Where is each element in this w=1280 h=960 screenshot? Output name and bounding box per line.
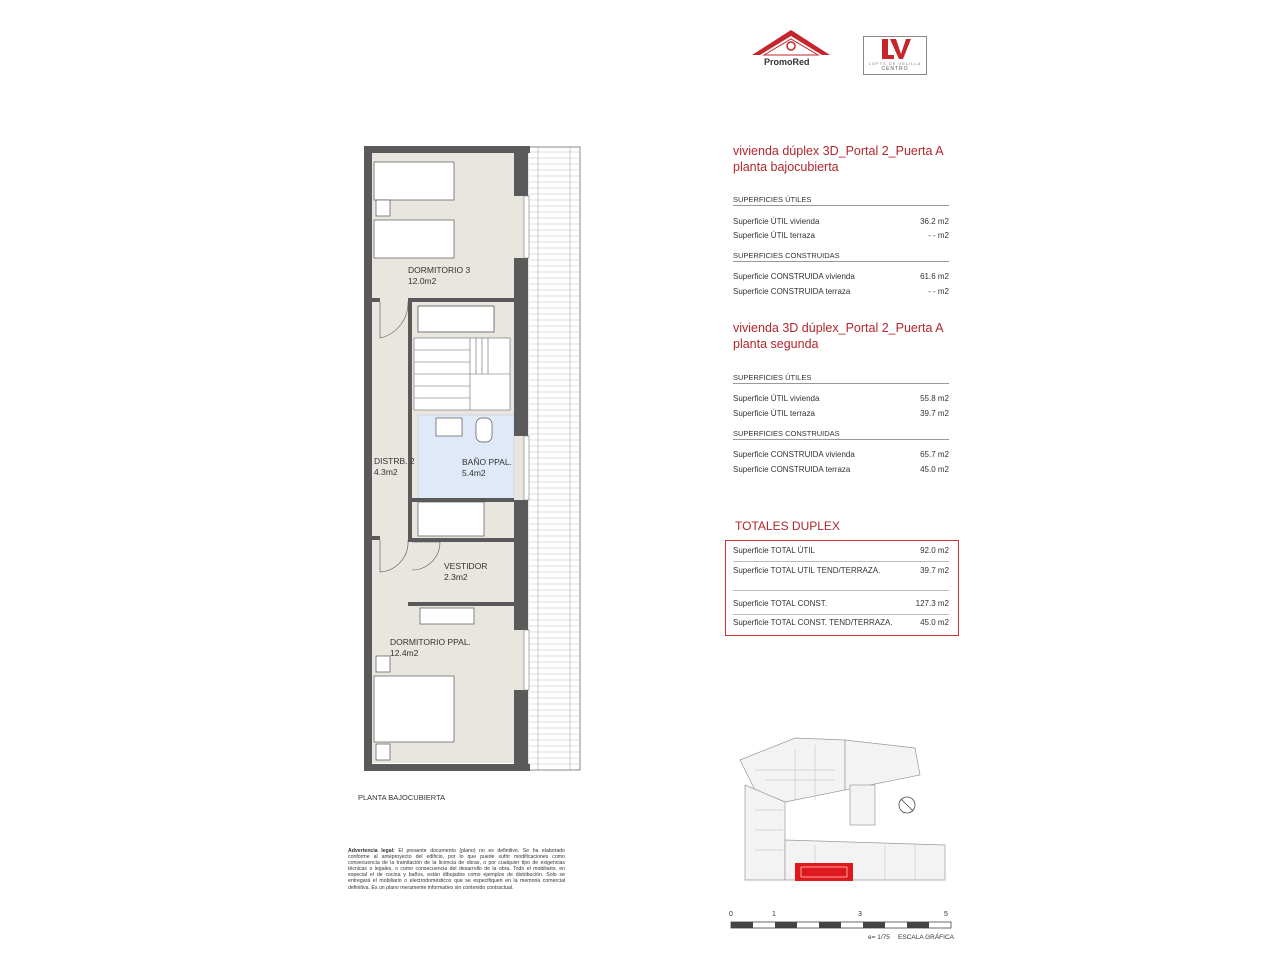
section2-title-line2: planta segunda	[733, 337, 819, 351]
unit-highlight	[795, 863, 853, 881]
section1-util-vivienda-row: Superficie ÚTIL vivienda 36.2 m2	[733, 217, 949, 226]
section2-utiles-header: SUPERFICIES ÚTILES	[733, 373, 949, 384]
section1-utiles-header: SUPERFICIES ÚTILES	[733, 195, 949, 206]
bathroom-sink	[436, 418, 462, 436]
bathtub	[418, 502, 484, 536]
totals-divider	[733, 561, 949, 562]
roof-terrace-hatch	[528, 147, 580, 770]
section1-util-terraza-row: Superficie ÚTIL terraza - - m2	[733, 231, 949, 240]
section2-const-terraza-row: Superficie CONSTRUIDA terraza 45.0 m2	[733, 465, 949, 474]
staircase	[414, 338, 510, 410]
west-wall	[364, 146, 372, 771]
section1-title-line2: planta bajocubierta	[733, 160, 839, 174]
south-wall	[364, 764, 530, 771]
section1-const-vivienda-row: Superficie CONSTRUIDA vivienda 61.6 m2	[733, 272, 949, 281]
plan-caption: PLANTA BAJOCUBIERTA	[358, 793, 446, 802]
section1-construidas-header: SUPERFICIES CONSTRUIDAS	[733, 251, 949, 262]
section1-title-line1: vivienda dúplex 3D_Portal 2_Puerta A	[733, 144, 944, 158]
lv-logo-subtitle-centro: CENTRO	[881, 66, 909, 72]
room-name-label: BAÑO PPAL.	[462, 457, 512, 467]
legal-label: Advertencia legal:	[348, 848, 395, 854]
section2-util-vivienda-row: Superficie ÚTIL vivienda 55.8 m2	[733, 394, 949, 403]
legal-warning	[348, 848, 565, 891]
room-area-label: 12.4m2	[390, 648, 419, 658]
scale-ratio: e= 1/75	[868, 934, 890, 941]
scale-label: ESCALA GRÁFICA	[898, 934, 954, 941]
room-name-label: VESTIDOR	[444, 561, 488, 571]
promored-house-logo	[750, 27, 832, 59]
closet	[418, 306, 494, 332]
room-name-label: DORMITORIO PPAL.	[390, 637, 471, 647]
key-plan	[735, 730, 955, 890]
room-name-label: DORMITORIO 3	[408, 265, 471, 275]
room-area-label: 12.0m2	[408, 276, 437, 286]
totals-divider	[733, 590, 949, 591]
totals-row-const-terraza: Superficie TOTAL CONST. TEND/TERRAZA. 45.0 m2	[733, 618, 949, 627]
section2-construidas-header: SUPERFICIES CONSTRUIDAS	[733, 429, 949, 440]
section1-const-terraza-row: Superficie CONSTRUIDA terraza - - m2	[733, 287, 949, 296]
lv-logo-subtitle: LOFTS DE VELILLA	[868, 61, 922, 66]
legal-text: El presente documento (plano) no es definitivo. Se ha elaborado conforme al anteproyecto del edificio, por lo que puede sufrir modificaciones como consecuencia de la tramitación de la licencia de obras, o por cualquier tipo de exigencias técnicas o legales, o como consecuencia del desarrollo de la obra. Todo el mobiliario, en especial el de cocina y baños, están dibujados como ejemplos de distribución. Solo se entregará el mobiliario o electrodomésticos que se especifiquen en la memoria comercial definitiva. Es un plano meramente informativo sin contenido contractual.	[348, 848, 565, 891]
scale-tick-3: 3	[858, 911, 862, 918]
scale-tick-1: 1	[772, 911, 776, 918]
totals-row-util-terraza: Superficie TOTAL UTIL TEND/TERRAZA. 39.7 m2	[733, 566, 949, 575]
section2-title-line1: vivienda 3D dúplex_Portal 2_Puerta A	[733, 321, 944, 335]
totals-divider	[733, 614, 949, 615]
vestidor-shelf	[420, 608, 474, 624]
north-wall	[364, 146, 530, 153]
room-area-label: 2.3m2	[444, 572, 468, 582]
room-area-label: 4.3m2	[374, 467, 398, 477]
toilet	[476, 418, 492, 442]
section2-util-terraza-row: Superficie ÚTIL terraza 39.7 m2	[733, 409, 949, 418]
scale-tick-5: 5	[944, 911, 948, 918]
room-name-label: DISTRB. 2	[374, 456, 415, 466]
floor-plan	[360, 140, 590, 780]
room-area-label: 5.4m2	[462, 468, 486, 478]
scale-bar	[725, 920, 957, 934]
totals-row-util: Superficie TOTAL ÚTIL 92.0 m2	[733, 546, 949, 555]
scale-tick-0: 0	[729, 911, 733, 918]
north-arrow-icon	[899, 797, 915, 813]
totals-title: TOTALES DUPLEX	[735, 519, 840, 533]
section2-const-vivienda-row: Superficie CONSTRUIDA vivienda 65.7 m2	[733, 450, 949, 459]
promored-logo-text: PromoRed	[764, 57, 810, 67]
totals-row-const: Superficie TOTAL CONST. 127.3 m2	[733, 599, 949, 608]
